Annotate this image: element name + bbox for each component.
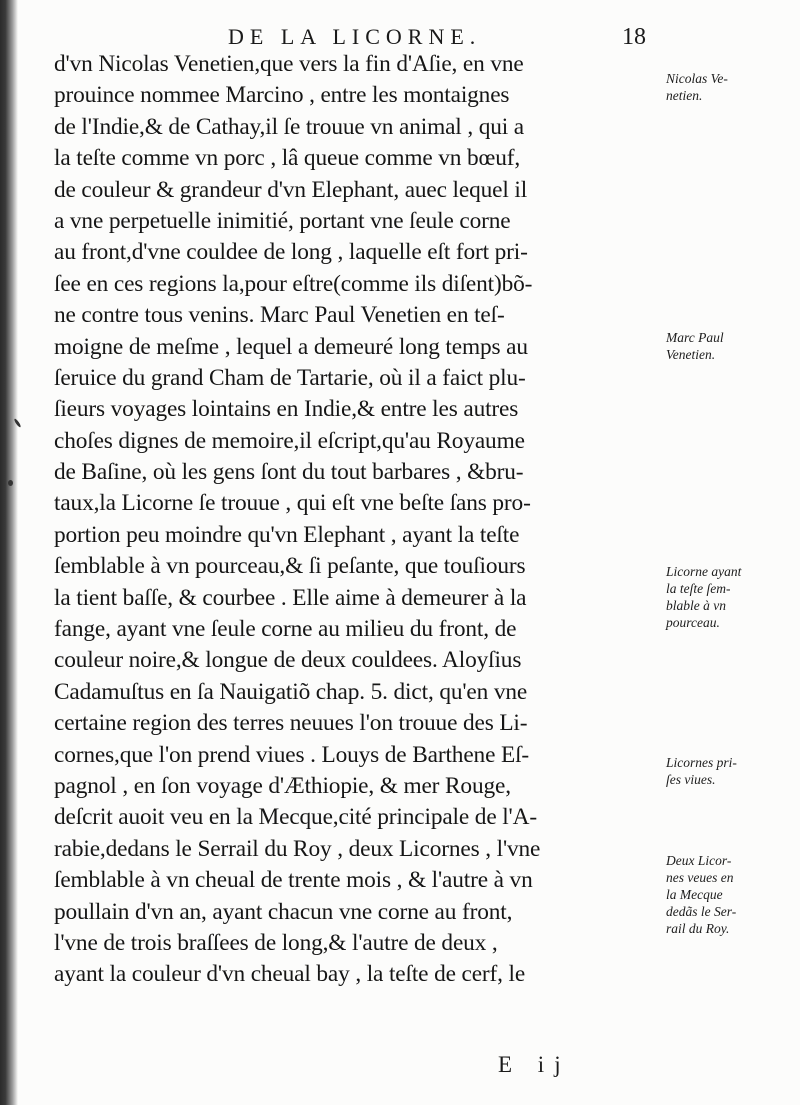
bleed-through-text xyxy=(704,110,796,126)
margin-note-line: Marc Paul xyxy=(666,330,724,345)
text-line: fange, ayant vne ſeule corne au milieu du front, de xyxy=(54,616,517,643)
margin-note-line: la Mecque xyxy=(666,887,723,902)
text-line: la teſte comme vn porc , lâ queue comme vn bœuf, xyxy=(54,145,521,172)
text-line: cornes,que l'on prend viues . Louys de Barthene Eſ- xyxy=(54,741,530,768)
text-line: ayant la couleur d'vn cheual bay , la teſte de cerf, le xyxy=(54,961,526,988)
text-line: ſemblable à vn pourceau,& ſi peſante, que touſiours xyxy=(54,553,526,580)
running-title: DE LA LICORNE. xyxy=(228,24,482,49)
margin-note-licorne-pourceau xyxy=(666,563,796,631)
margin-note-line: Deux Licor- xyxy=(666,853,732,868)
text-line: ſee en ces regions la,pour eſtre(comme ils diſent)bõ- xyxy=(54,270,533,297)
text-line: moigne de meſme , lequel a demeuré long temps au xyxy=(54,333,528,360)
margin-note-line: Venetien. xyxy=(666,347,716,362)
page-number: 18 xyxy=(622,24,646,50)
margin-note-line: nes veues en xyxy=(666,870,734,885)
ink-speck xyxy=(8,480,13,486)
text-line: ſemblable à vn cheual de trente mois , & l'autre à vn xyxy=(54,867,533,894)
margin-note-marc-paul xyxy=(666,329,796,363)
text-line: l'vne de trois braſſees de long,& l'autre de deux , xyxy=(54,929,498,956)
text-line: portion peu moindre qu'vn Elephant , ayant la teſte xyxy=(54,521,520,548)
text-line: ſeruice du grand Cham de Tartarie, où il a faict plu- xyxy=(54,364,526,391)
margin-note-licornes-viues xyxy=(666,754,796,788)
margin-note-line: la teſte ſem- xyxy=(666,581,731,596)
margin-note-line: Licorne ayant xyxy=(666,564,742,579)
margin-note-line: ſes viues. xyxy=(666,772,716,787)
text-line: de Baſine, où les gens ſont du tout barbares , &bru- xyxy=(54,459,524,486)
text-line: certaine region des terres neuues l'on trouue des Li- xyxy=(54,710,528,737)
text-line: au front,d'vne couldee de long , laquelle eſt fort pri- xyxy=(54,239,528,266)
signature-mark: E ij xyxy=(498,1052,571,1077)
text-line: taux,la Licorne ſe trouue , qui eſt vne beſte ſans pro- xyxy=(54,490,531,517)
page-gutter-shadow xyxy=(0,0,18,1105)
margin-note-line: dedãs le Ser- xyxy=(666,904,737,919)
text-line: rabie,dedans le Serrail du Roy , deux Licornes , l'vne xyxy=(54,835,541,862)
text-line: d'vn Nicolas Venetien,que vers la fin d'Aſie, en vne xyxy=(54,51,524,77)
text-line: ne contre tous venins. Marc Paul Venetien en teſ- xyxy=(54,302,505,329)
text-line: a vne perpetuelle inimitié, portant vne ſeule corne xyxy=(54,207,511,234)
text-line: poullain d'vn an, ayant chacun vne corne au front, xyxy=(54,898,513,925)
text-line: la tient baſſe, & courbee . Elle aime à demeurer à la xyxy=(54,584,527,611)
text-line: couleur noire,& longue de deux couldees. Aloyſius xyxy=(54,647,522,674)
margin-note-line: Licornes pri- xyxy=(666,755,737,770)
margin-note-line: pourceau. xyxy=(666,615,720,630)
text-line: de l'Indie,& de Cathay,il ſe trouue vn animal , qui a xyxy=(54,113,525,140)
margin-note-line: Nicolas Ve- xyxy=(666,71,728,86)
text-line: deſcrit auoit veu en la Mecque,cité principale de l'A- xyxy=(54,804,537,831)
margin-note-line: blable à vn xyxy=(666,598,726,613)
text-line: Cadamuſtus en ſa Nauigatiõ chap. 5. dict, qu'en vne xyxy=(54,678,528,705)
text-line: ſieurs voyages lointains en Indie,& entre les autres xyxy=(54,396,519,423)
text-line: prouince nommee Marcino , entre les montaignes xyxy=(54,82,510,109)
body-text xyxy=(54,49,664,991)
margin-note-line: rail du Roy. xyxy=(666,921,730,936)
text-line: pagnol , en ſon voyage d'Æthiopie, & mer Rouge, xyxy=(54,772,511,799)
margin-note-line: netien. xyxy=(666,88,703,103)
margin-note-nicolas xyxy=(666,70,796,104)
margin-note-mecque xyxy=(666,852,796,937)
text-line: choſes dignes de memoire,il eſcript,qu'au Royaume xyxy=(54,427,525,454)
text-line: de couleur & grandeur d'vn Elephant, auec lequel il xyxy=(54,176,528,203)
